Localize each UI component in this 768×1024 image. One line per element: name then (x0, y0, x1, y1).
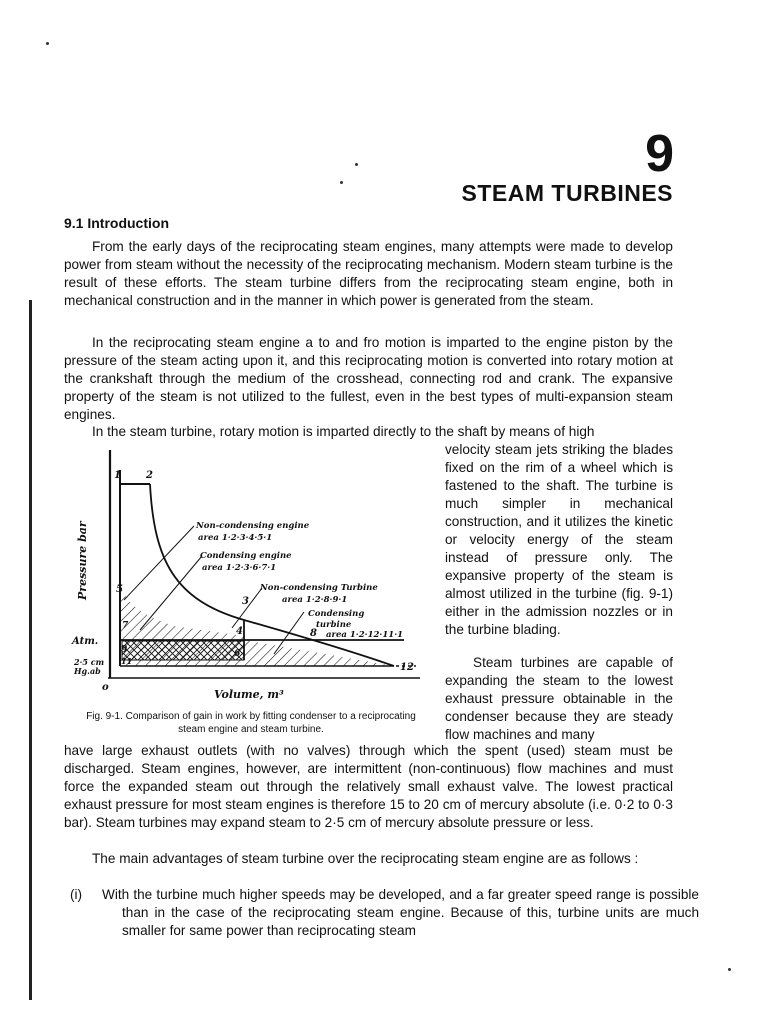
leader-cond-turbine (274, 612, 304, 654)
page-binding-edge (29, 300, 32, 1000)
point-label-3: 3 (242, 596, 249, 607)
annot-cond-engine-2: area 1·2·3·6·7·1 (202, 563, 277, 573)
vacuum-label-2: Hg.ab (74, 666, 101, 676)
point-label-4: 4 (236, 626, 243, 637)
annot-noncond-turbine-2: area 1·2·8·9·1 (282, 595, 348, 605)
paragraph-3-start: In the steam turbine, rotary motion is imparted directly to the shaft by means of high (92, 424, 595, 439)
leader-noncond-turbine (232, 588, 262, 628)
scan-speck (728, 968, 731, 971)
paragraph-4-continuation: have large exhaust outlets (with no valves) through which the spent (used) steam must be discharged. Steam engines, however, are intermittent (non-continuous) flow machines and must force the expanded steam out through the relatively small exhaust valve. The lowest practical exhaust pressure for most steam engines is therefore 15 to 20 cm of mercury absolute (i.e. 0·2 to 0·3 bar). Steam turbines may expand steam to 2·5 cm of mercury absolute pressure or less. (64, 743, 673, 830)
point-label-11: 11 (121, 656, 133, 666)
vacuum-label-1: 2·5 cm (74, 657, 105, 667)
section-heading: 9.1 Introduction (64, 215, 169, 231)
paragraph-1: From the early days of the reciprocating steam engines, many attempts were made to develop power from steam without the necessity of the reciprocating mechanism. Modern steam turbine is the result of these efforts. The steam turbine differs from the reciprocating steam engine, both in mechanical construction and in the manner in which power is generated from the steam. (64, 239, 673, 308)
point-label-1: 1 (114, 470, 121, 481)
annot-cond-turbine-1: Condensing (308, 609, 365, 619)
chapter-number: 9 (645, 125, 673, 183)
leader-noncond-engine (124, 526, 194, 600)
annot-noncond-turbine-1: Non-condensing Turbine (260, 583, 378, 593)
point-label-2: 2 (146, 470, 153, 481)
annot-cond-turbine-3: area 1·2·12·11·1 (326, 630, 404, 640)
list-item-1: (i) With the turbine much higher speeds may be developed, and a far greater speed range is possible than in the case of the reciprocating steam engine. Because of this, turbine units are much smaller for same power than reciprocating steam (70, 887, 699, 938)
paragraph-5: The main advantages of steam turbine over the reciprocating steam engine are as follows : (92, 851, 639, 866)
condensing-engine-area (122, 641, 244, 660)
pv-diagram (64, 440, 434, 710)
point-label-5: 5 (116, 584, 123, 595)
point-label-12: 12 (400, 662, 414, 673)
paragraph-2: In the reciprocating steam engine a to and fro motion is imparted to the engine piston by the pressure of the steam acting upon it, and this reciprocating motion is converted into rotary motion at the crankshaft through the medium of the crosshead, connecting rod and crank. The expansive property of the steam is not utilized to the fullest, even in the best types of multi-expansion steam engines. (64, 335, 673, 422)
origin-label: o (102, 682, 109, 693)
point-label-7: 7 (122, 621, 129, 631)
scan-speck (46, 42, 49, 45)
paragraph-3-side-column: velocity steam jets striking the blades fixed on the rim of a wheel which is fastened to the shaft. The turbine is much simpler in mechanical construction, and it utilizes the kinetic or velocity energy of the steam instead of pressure only. The expansive property of the steam is almost utilized in the turbine (fig. 9-1) either in the admission nozzles or in the turbine blading. (445, 442, 673, 637)
leader-cond-engine (140, 556, 202, 630)
chapter-title: STEAM TURBINES (461, 180, 673, 206)
paragraph-4-side-column: Steam turbines are capable of expanding the steam to the lowest exhaust pressure obtainable in the condenser because they are steady flow machines and many (445, 655, 673, 742)
annot-cond-turbine-2: turbine (316, 620, 352, 630)
point-label-8: 8 (310, 628, 317, 639)
figure-caption: Fig. 9-1. Comparison of gain in work by fitting condenser to a reciprocating steam engine and steam turbine. (86, 711, 416, 735)
point-label-9: 9 (121, 645, 128, 655)
scan-speck (340, 181, 343, 184)
annot-noncond-engine-1: Non-condensing engine (196, 521, 310, 531)
atm-label: Atm. (72, 636, 99, 647)
list-item-text: With the turbine much higher speeds may be developed, and a far greater speed range is possible than in the case of the reciprocating steam engine. Because of this, turbine units are much smaller for same power than reciprocating steam (102, 887, 699, 938)
point-label-6: 6 (234, 649, 241, 659)
figure-9-1 (64, 440, 434, 710)
annot-cond-engine-1: Condensing engine (200, 551, 292, 561)
engine-expansion-area (120, 582, 244, 640)
y-axis-label: Pressure bar (76, 521, 89, 600)
x-axis-label: Volume, m³ (214, 688, 284, 701)
annot-noncond-engine-2: area 1·2·3·4·5·1 (198, 533, 273, 543)
scan-speck (355, 163, 358, 166)
